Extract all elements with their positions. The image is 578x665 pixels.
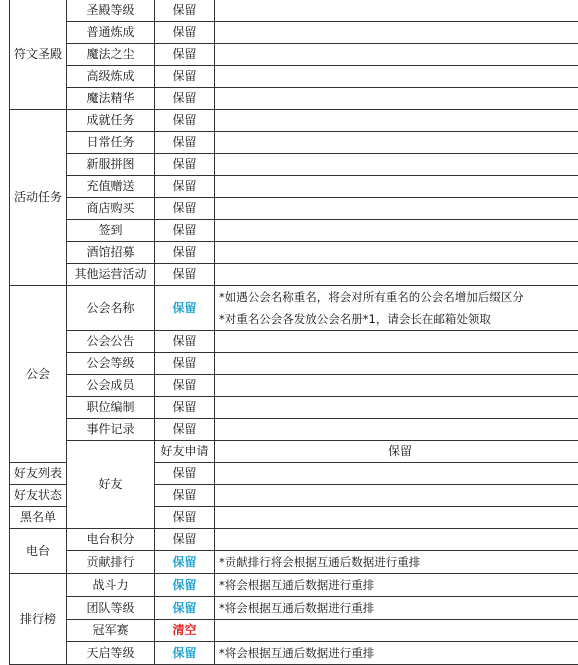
status-cell: 保留 xyxy=(155,551,215,574)
table-row xyxy=(10,286,578,331)
note-line: *如遇公会名称重名，将会对所有重名的公会名增加后缀区分 xyxy=(219,286,578,308)
table-row xyxy=(10,66,578,88)
group-label: 活动任务 xyxy=(10,110,67,286)
item-name: 魔法精华 xyxy=(67,88,155,110)
note-cell xyxy=(215,242,578,264)
table-row xyxy=(10,110,578,132)
note-cell: *将会根据互通后数据进行重排 xyxy=(215,642,578,665)
table-row xyxy=(10,220,578,242)
table-row xyxy=(10,88,578,110)
note-cell xyxy=(215,463,578,485)
item-name: 公会等级 xyxy=(67,353,155,375)
status-cell: 清空 xyxy=(155,620,215,642)
data-table xyxy=(9,0,578,665)
status-cell: 保留 xyxy=(155,220,215,242)
group-label: 公会 xyxy=(10,286,67,463)
note-line: *对重名公会各发放公会名册*1，请会长在邮箱处领取 xyxy=(219,308,578,330)
note-cell xyxy=(215,620,578,642)
item-name: 签到 xyxy=(67,220,155,242)
group-label: 电台 xyxy=(10,529,67,574)
item-name: 酒馆招募 xyxy=(67,242,155,264)
table-row xyxy=(10,22,578,44)
table-row xyxy=(10,353,578,375)
table-row xyxy=(10,154,578,176)
table-row xyxy=(10,331,578,353)
item-name: 电台积分 xyxy=(67,529,155,551)
status-cell: 保留 xyxy=(155,485,215,507)
table-row xyxy=(10,242,578,264)
status-cell: 保留 xyxy=(155,331,215,353)
table-row xyxy=(10,620,578,642)
table-row xyxy=(10,132,578,154)
status-cell: 保留 xyxy=(155,419,215,441)
table-row xyxy=(10,198,578,220)
note-cell xyxy=(215,22,578,44)
status-cell: 保留 xyxy=(155,154,215,176)
status-cell: 保留 xyxy=(155,529,215,551)
table-row xyxy=(10,551,578,574)
table-row xyxy=(10,574,578,597)
status-cell: 保留 xyxy=(155,375,215,397)
note-cell: *将会根据互通后数据进行重排 xyxy=(215,597,578,620)
table-row xyxy=(10,375,578,397)
item-name: 商店购买 xyxy=(67,198,155,220)
status-cell: 保留 xyxy=(155,264,215,286)
note-cell xyxy=(215,375,578,397)
note-cell: *将会根据互通后数据进行重排 xyxy=(215,574,578,597)
note-cell xyxy=(215,220,578,242)
item-name: 新服拼图 xyxy=(67,154,155,176)
item-name: 公会公告 xyxy=(67,331,155,353)
status-cell: 保留 xyxy=(155,242,215,264)
status-cell: 保留 xyxy=(155,22,215,44)
note-cell xyxy=(215,132,578,154)
status-cell: 保留 xyxy=(155,463,215,485)
note-cell xyxy=(215,419,578,441)
note-cell xyxy=(215,198,578,220)
item-name: 团队等级 xyxy=(67,597,155,620)
table-row xyxy=(10,397,578,419)
item-name: 事件记录 xyxy=(67,419,155,441)
table-row xyxy=(10,419,578,441)
table-row xyxy=(10,597,578,620)
item-name: 充值赠送 xyxy=(67,176,155,198)
item-name: 其他运营活动 xyxy=(67,264,155,286)
group-label: 排行榜 xyxy=(10,574,67,665)
item-name: 高级炼成 xyxy=(67,66,155,88)
item-name: 圣殿等级 xyxy=(67,0,155,22)
note-cell xyxy=(215,286,578,331)
note-cell: *贡献排行将会根据互通后数据进行重排 xyxy=(215,551,578,574)
table-row xyxy=(10,264,578,286)
item-name: 普通炼成 xyxy=(67,22,155,44)
item-name: 日常任务 xyxy=(67,132,155,154)
table-row xyxy=(10,0,578,22)
item-name: 公会名称 xyxy=(67,286,155,331)
status-cell: 保留 xyxy=(155,66,215,88)
item-name: 黑名单 xyxy=(10,507,67,529)
note-cell xyxy=(215,88,578,110)
status-cell: 保留 xyxy=(155,0,215,22)
table-row xyxy=(10,441,578,463)
status-cell: 保留 xyxy=(155,507,215,529)
note-cell xyxy=(215,176,578,198)
item-name: 贡献排行 xyxy=(67,551,155,574)
status-cell: 保留 xyxy=(155,397,215,419)
note-cell xyxy=(215,66,578,88)
status-cell: 保留 xyxy=(155,286,215,331)
note-cell xyxy=(215,110,578,132)
note-cell xyxy=(215,0,578,22)
status-cell: 保留 xyxy=(155,88,215,110)
status-cell: 保留 xyxy=(155,353,215,375)
note-cell xyxy=(215,397,578,419)
note-cell xyxy=(215,507,578,529)
note-cell xyxy=(215,331,578,353)
note-cell xyxy=(215,529,578,551)
item-name: 魔法之尘 xyxy=(67,44,155,66)
item-name: 天启等级 xyxy=(67,642,155,665)
item-name: 好友列表 xyxy=(10,463,67,485)
table-row xyxy=(10,176,578,198)
table-row xyxy=(10,529,578,551)
status-cell: 保留 xyxy=(155,132,215,154)
table-row xyxy=(10,642,578,665)
status-cell: 保留 xyxy=(155,198,215,220)
group-label: 好友 xyxy=(67,441,155,529)
status-cell: 保留 xyxy=(155,176,215,198)
status-cell: 保留 xyxy=(155,597,215,620)
item-name: 职位编制 xyxy=(67,397,155,419)
note-cell xyxy=(215,154,578,176)
group-label: 符文圣殿 xyxy=(10,0,67,110)
item-name: 公会成员 xyxy=(67,375,155,397)
item-name: 好友状态 xyxy=(10,485,67,507)
note-cell xyxy=(215,44,578,66)
status-cell: 保留 xyxy=(155,574,215,597)
status-cell: 保留 xyxy=(155,110,215,132)
item-name: 战斗力 xyxy=(67,574,155,597)
note-cell xyxy=(215,353,578,375)
table-row xyxy=(10,44,578,66)
item-name: 好友申请 xyxy=(155,441,215,463)
note-cell xyxy=(215,485,578,507)
item-name: 成就任务 xyxy=(67,110,155,132)
item-name: 冠军赛 xyxy=(67,620,155,642)
note-cell xyxy=(215,264,578,286)
status-cell: 保留 xyxy=(155,642,215,665)
status-cell: 保留 xyxy=(215,441,578,463)
status-cell: 保留 xyxy=(155,44,215,66)
